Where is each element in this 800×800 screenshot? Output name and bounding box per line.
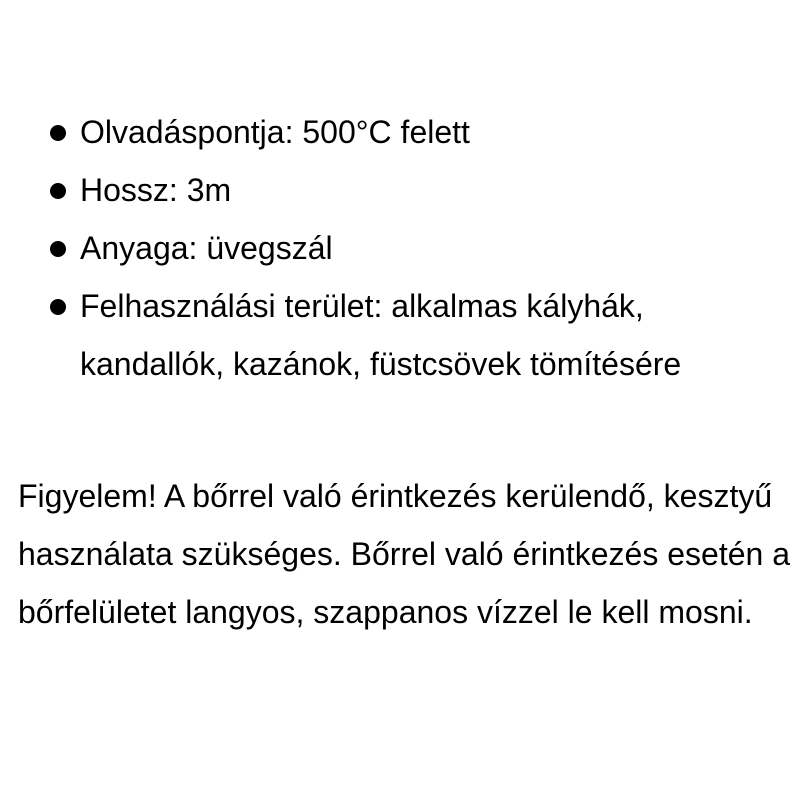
spec-item-melting-point — [0, 103, 800, 161]
bullet-icon — [50, 183, 66, 199]
spec-text: Felhasználási terület: alkalmas kályhák, kandallók, kazánok, füstcsövek tömítésére — [80, 288, 682, 382]
spec-item-material — [0, 219, 800, 277]
bullet-icon — [50, 241, 66, 257]
spec-text: Olvadáspontja: 500°C felett — [80, 114, 470, 150]
spec-item-length — [0, 161, 800, 219]
spec-item-usage — [0, 277, 800, 393]
spec-text: Anyaga: üvegszál — [80, 230, 333, 266]
bullet-icon — [50, 125, 66, 141]
warning-paragraph: Figyelem! A bőrrel való érintkezés kerülendő, kesztyű használata szükséges. Bőrrel való érintkezés esetén a bőrfelületet langyos, szappanos vízzel le kell mosni. — [18, 478, 790, 630]
bullet-icon — [50, 299, 66, 315]
spec-list — [0, 103, 800, 393]
spec-text: Hossz: 3m — [80, 172, 232, 208]
